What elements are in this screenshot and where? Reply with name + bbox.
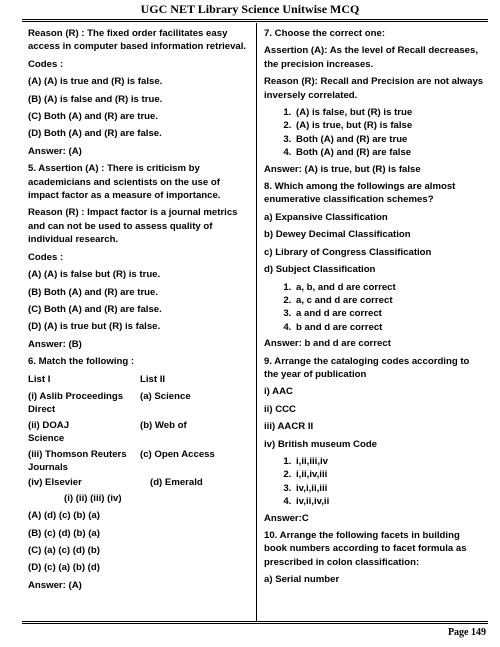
- q9-option: 1. i,ii,iii,iv: [294, 455, 484, 468]
- q8-item: a) Expansive Classification: [264, 211, 388, 223]
- match-left: (i) Aslib Proceedings: [28, 390, 124, 402]
- q4-reason: Reason (R) : The fixed order facilitates easy access in computer based information retrieval.: [28, 28, 247, 53]
- q6-option-c: (C) (a) (c) (d) (b): [28, 545, 100, 556]
- q7-option: 3. Both (A) and (R) are true: [294, 133, 484, 146]
- q4-option-b: (B) (A) is false and (R) is true.: [28, 93, 163, 105]
- q5-option-b: (B) Both (A) and (R) are true.: [28, 286, 159, 298]
- q4-option-d: (D) Both (A) and (R) are false.: [28, 128, 162, 140]
- left-column: [28, 27, 252, 596]
- q8-option: 3. a and d are correct: [294, 307, 484, 320]
- q9-item: i) AAC: [264, 386, 293, 398]
- q7-option: 2. (A) is true, but (R) is false: [294, 119, 484, 132]
- match-answer-header: (i) (ii) (iii) (iv): [64, 492, 122, 504]
- q5-option-d: (D) (A) is true but (R) is false.: [28, 321, 161, 333]
- q7-reason: Reason (R): Recall and Precision are not always inversely correlated.: [264, 76, 484, 101]
- q4-option-c: (C) Both (A) and (R) are true.: [28, 111, 159, 123]
- q9-answer: Answer:C: [264, 512, 309, 524]
- match-left: (iv) Elsevier: [28, 477, 82, 489]
- q9-option: 3. iv,i,ii,iii: [294, 482, 484, 495]
- q7-option: 4. Both (A) and (R) are false: [294, 146, 484, 159]
- match-row: [28, 448, 252, 475]
- match-row: [28, 390, 252, 417]
- page-header: UGC NET Library Science Unitwise MCQ: [140, 2, 360, 16]
- q5-reason: Reason (R) : Impact factor is a journal metrics and can not be used to assess quality of individual research.: [28, 207, 238, 246]
- q9-title: 9. Arrange the cataloging codes according to the year of publication: [264, 355, 470, 380]
- q8-options: [264, 281, 484, 335]
- list-i-header: List I: [28, 373, 51, 385]
- q8-option: 1. a, b, and d are correct: [294, 281, 484, 294]
- match-right: (d) Emerald: [150, 477, 203, 489]
- match-left: (ii) DOAJ: [28, 419, 70, 431]
- codes-label: Codes :: [28, 58, 64, 70]
- list-ii-header: List II: [140, 373, 166, 385]
- q6-title: 6. Match the following :: [28, 356, 135, 368]
- q7-assertion: Assertion (A): As the level of Recall decreases, the precision increases.: [264, 45, 478, 70]
- footer-rule-double: [22, 623, 488, 624]
- q10-title: 10. Arrange the following facets in building book numbers according to facet formula as prescribed in colon classification:: [264, 530, 467, 568]
- q6-option-b: (B) (c) (d) (b) (a): [28, 527, 100, 539]
- q9-item: iii) AACR II: [264, 421, 314, 433]
- q8-answer: Answer: b and d are correct: [264, 338, 391, 350]
- match-wrap: Science: [28, 433, 65, 445]
- match-row: [28, 419, 252, 446]
- match-right: (a) Science: [140, 390, 191, 402]
- match-wrap: Journals: [28, 461, 68, 473]
- q7-answer: Answer: (A) is true, but (R) is false: [264, 163, 421, 175]
- q6-option-d: (D) (c) (a) (b) (d): [28, 562, 100, 574]
- match-left: (iii) Thomson Reuters: [28, 448, 127, 460]
- q5-option-a: (A) (A) is false but (R) is true.: [28, 269, 161, 281]
- q5-assertion: 5. Assertion (A) : There is criticism by academicians and scientists on the use of impact factor as a measure of importance.: [28, 163, 221, 202]
- q8-option: 4. b and d are correct: [294, 321, 484, 334]
- q8-option: 2. a, c and d are correct: [294, 294, 484, 307]
- q4-answer: Answer: (A): [28, 145, 82, 157]
- q9-option: 2. i,ii,iv,iii: [294, 468, 484, 481]
- q8-item: c) Library of Congress Classification: [264, 246, 432, 258]
- q9-option: 4. iv,ii,iv,ii: [294, 495, 484, 508]
- q9-item: iv) British museum Code: [264, 438, 378, 450]
- list-headers: [28, 373, 252, 386]
- q5-option-c: (C) Both (A) and (R) are false.: [28, 303, 162, 315]
- q8-item: d) Subject Classification: [264, 264, 376, 276]
- q5-answer: Answer: (B): [28, 338, 82, 350]
- footer-rule: [22, 621, 488, 622]
- page-number: Page 149: [447, 627, 486, 638]
- q6-option-a: (A) (d) (c) (b) (a): [28, 510, 100, 522]
- q7-options: [264, 106, 484, 160]
- q10-item-a: a) Serial number: [264, 574, 340, 586]
- match-right: (c) Open Access: [140, 448, 215, 460]
- match-wrap: Direct: [28, 404, 56, 416]
- match-right: (b) Web of: [140, 419, 187, 431]
- match-row: [28, 476, 252, 489]
- q7-option: 1. (A) is false, but (R) is true: [294, 106, 484, 119]
- header-rule: [22, 19, 488, 20]
- q9-options: [264, 455, 484, 509]
- header-rule-double: [22, 21, 488, 22]
- q6-answer: Answer: (A): [28, 579, 82, 591]
- q7-title: 7. Choose the correct one:: [264, 28, 386, 39]
- right-column: [264, 27, 484, 591]
- column-divider: [256, 23, 257, 621]
- codes-label: Codes :: [28, 251, 64, 263]
- q8-title: 8. Which among the followings are almost enumerative classification schemes?: [264, 181, 456, 206]
- q8-item: b) Dewey Decimal Classification: [264, 229, 411, 241]
- q9-item: ii) CCC: [264, 403, 296, 415]
- q4-option-a: (A) (A) is true and (R) is false.: [28, 76, 163, 88]
